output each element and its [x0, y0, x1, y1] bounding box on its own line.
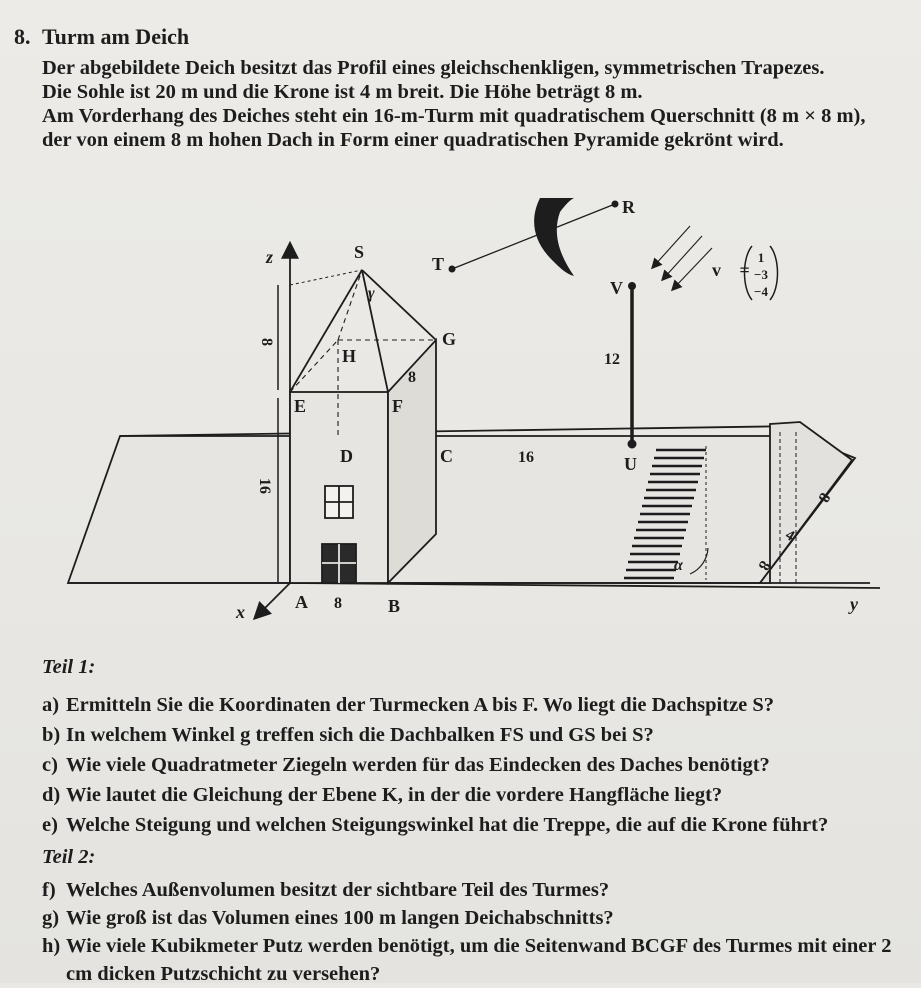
question-item: [42, 780, 902, 810]
axis-label-x: x: [236, 602, 245, 622]
dike-side-face: [760, 422, 852, 583]
sunshade-shaft: [452, 204, 615, 269]
question-text: Wie lautet die Gleichung der Ebene K, in der die vordere Hangfläche liegt?: [66, 784, 723, 806]
dim-slope-8-bottom: 8: [754, 557, 774, 574]
pole-top-point-V: [629, 283, 636, 290]
label-B: B: [388, 596, 401, 616]
question-text: Wie viele Quadratmeter Ziegeln werden für das Eindecken des Daches benötigt?: [66, 754, 770, 776]
tower-hidden-edge: [290, 340, 338, 392]
question-key: a): [42, 694, 60, 716]
roof-edge-FS: [362, 270, 388, 392]
label-T: T: [432, 254, 445, 274]
dim-slope-8-top: 8: [814, 489, 834, 506]
label-U: U: [624, 454, 637, 474]
label-R: R: [622, 197, 635, 217]
vector-component-x: 1: [757, 250, 765, 265]
vector-component-z: −4: [754, 284, 768, 299]
label-V: V: [610, 278, 623, 298]
dim-tower-height: 16: [256, 478, 273, 494]
x-axis: [258, 583, 290, 615]
question-text: Welche Steigung und welchen Steigungswinkel hat die Treppe, die auf die Krone führt?: [66, 814, 829, 836]
axis-label-z: z: [266, 247, 274, 267]
roof-edge-GS: [362, 270, 436, 340]
point-R-dot: [612, 201, 618, 207]
axis-label-y: y: [850, 594, 858, 614]
label-E: E: [294, 396, 307, 416]
angle-alpha: α: [674, 557, 683, 574]
part1-title: Teil 1:: [42, 656, 96, 678]
question-key: c): [42, 754, 58, 776]
intro-line: Der abgebildete Deich besitzt das Profil eines gleichschenkligen, symmetrischen Trapezes.: [42, 57, 825, 79]
sunshade-blade: [534, 198, 574, 276]
part2-title: Teil 2:: [42, 846, 96, 868]
label-D: D: [340, 446, 353, 466]
question-item: [42, 750, 902, 780]
intro-line: der von einem 8 m hohen Dach in Form einer quadratischen Pyramide gekrönt wird.: [42, 129, 784, 151]
dike-front-slope: [68, 436, 855, 583]
question-text: Ermitteln Sie die Koordinaten der Turmecken A bis F. Wo liegt die Dachspitze S?: [66, 694, 775, 716]
label-A: A: [295, 592, 308, 612]
task-title: Turm am Deich: [42, 24, 190, 49]
intro-line: Am Vorderhang des Deiches steht ein 16-m-Turm mit quadratischem Querschnitt (8 m × 8 m),: [42, 105, 866, 127]
task-number: 8.: [14, 24, 31, 49]
question-item: [42, 810, 902, 840]
dim-pole-height: 12: [604, 351, 620, 368]
light-direction-arrows: [654, 226, 712, 288]
question-key: f): [42, 879, 56, 901]
part1-questions: [42, 690, 902, 840]
dim-roof-edge: 8: [408, 369, 416, 386]
part2-questions: [42, 876, 902, 988]
dim-roof-height: 8: [258, 338, 275, 346]
label-H: H: [342, 346, 357, 366]
vector-name: v⃗ =: [712, 260, 750, 280]
angle-gamma: γ: [368, 285, 375, 302]
question-item: [42, 904, 902, 932]
question-key: b): [42, 724, 61, 746]
question-key: g): [42, 907, 60, 929]
question-item: [42, 932, 902, 988]
question-key: d): [42, 784, 61, 806]
dim-crest-length: 16: [518, 449, 534, 466]
dike-body: [68, 422, 870, 583]
label-F: F: [392, 396, 403, 416]
label-G: G: [442, 329, 457, 349]
task-intro: [42, 56, 902, 152]
roof-edge-ES: [290, 270, 362, 392]
question-text: In welchem Winkel g treffen sich die Dachbalken FS und GS bei S?: [66, 724, 654, 746]
flag-pole: [449, 198, 636, 448]
question-item: [42, 690, 902, 720]
question-item: [42, 876, 902, 904]
point-T-dot: [449, 266, 455, 272]
pole-base-point-U: [628, 440, 636, 448]
dike-crest-edge: [120, 426, 800, 436]
question-text: Welches Außenvolumen besitzt der sichtbare Teil des Turmes?: [66, 879, 610, 901]
roof-height-dashed: [290, 270, 362, 285]
vector-right-paren: [770, 246, 778, 300]
dim-slope-4: 4: [782, 527, 798, 545]
dike-tower-figure: [0, 170, 921, 630]
vector-component-y: −3: [754, 267, 768, 282]
question-item: [42, 720, 902, 750]
label-S: S: [354, 242, 365, 262]
dim-base-width: 8: [334, 595, 342, 612]
label-C: C: [440, 446, 453, 466]
question-text: Wie viele Kubikmeter Putz werden benötigt, um die Seitenwand BCGF des Turmes mit einer 2 cm dicken Putzschicht zu versehen?: [66, 935, 892, 985]
intro-line: Die Sohle ist 20 m und die Krone ist 4 m breit. Die Höhe beträgt 8 m.: [42, 81, 643, 103]
question-text: Wie groß ist das Volumen eines 100 m langen Deichabschnitts?: [66, 907, 614, 929]
question-key: e): [42, 814, 58, 836]
question-key: h): [42, 935, 61, 957]
